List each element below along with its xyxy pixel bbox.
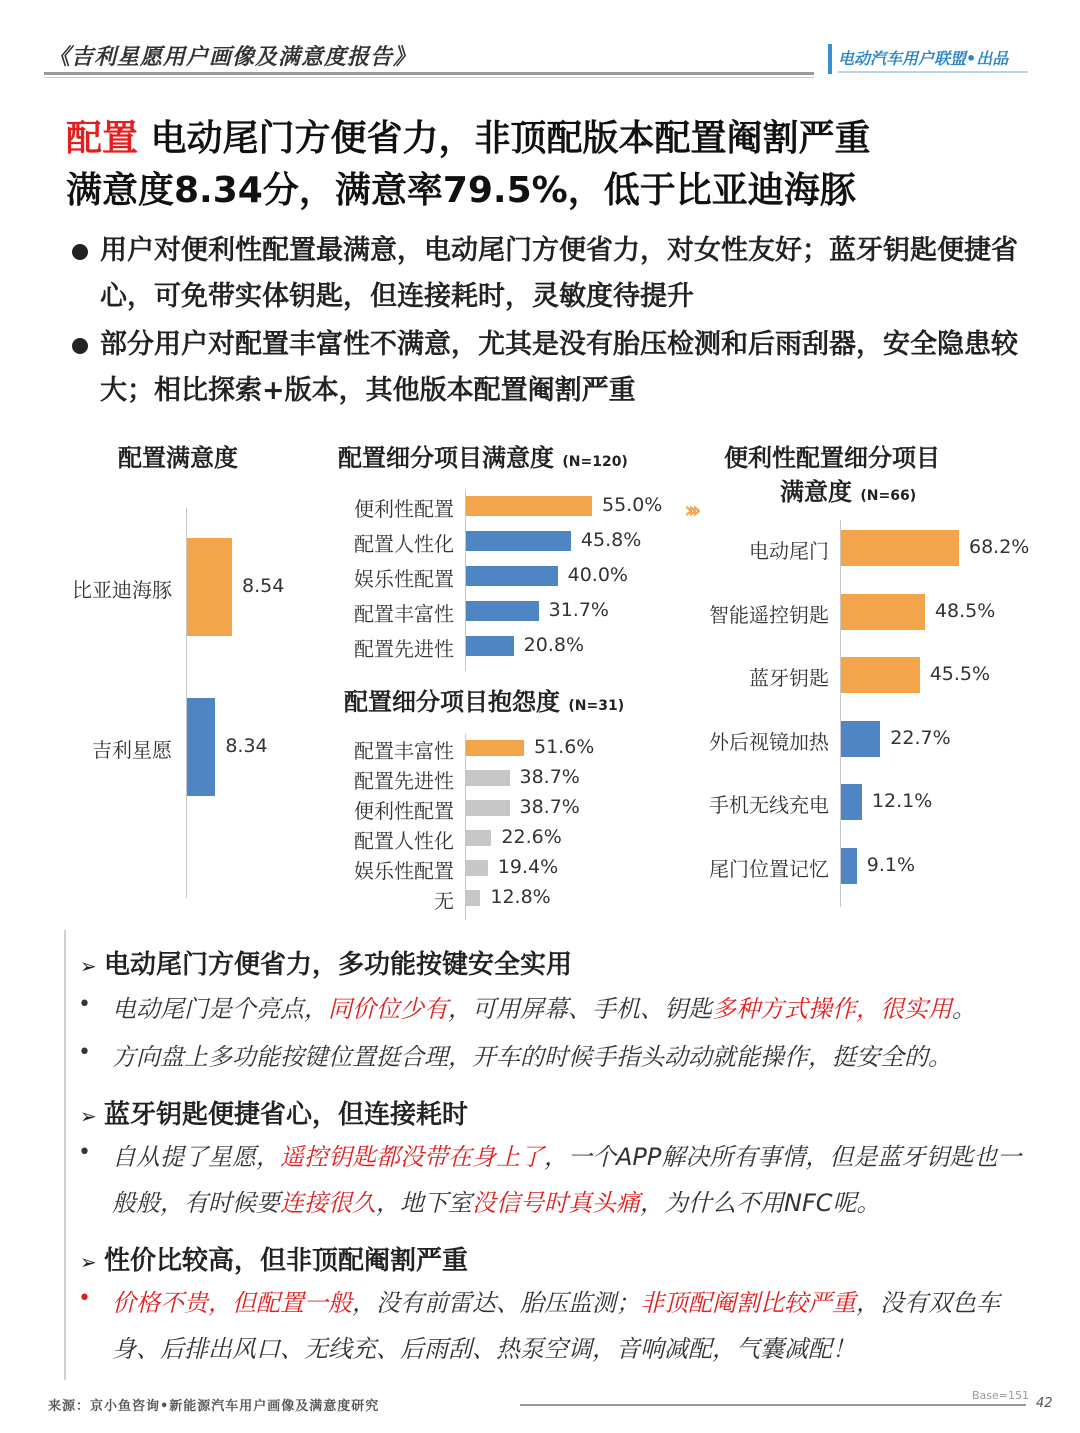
brand-accent-bar xyxy=(828,44,832,74)
chart1-category: 娱乐性配置 xyxy=(354,567,454,591)
quote-segment: ，地下室 xyxy=(376,1189,472,1217)
chart2-bar xyxy=(466,830,491,846)
footer-divider xyxy=(520,1404,1026,1406)
chart3-category: 手机无线充电 xyxy=(709,793,829,817)
chart2-bar xyxy=(466,740,524,756)
chevrons-right-icon: ››› xyxy=(684,496,696,524)
chart3-category: 智能遥控钥匙 xyxy=(709,602,829,627)
quote-highlight: 同价位少有 xyxy=(328,995,448,1023)
quote-segment: ，没有前雷达、胎压监测； xyxy=(352,1289,640,1317)
report-title: 《吉利星愿用户画像及满意度报告》 xyxy=(48,45,417,70)
summary-bullet-text: 用户对便利性配置最满意，电动尾门方便省力，对女性友好；蓝牙钥匙便捷省心，可免带实体钥匙，但连接耗时，灵敏度待提升 xyxy=(100,235,1018,312)
quote-text xyxy=(112,986,1032,1032)
chart3-bar xyxy=(841,848,857,884)
chart1-category: 配置人性化 xyxy=(354,532,454,556)
chart-satisfaction-value: 8.54 xyxy=(242,575,285,597)
summary-bullet-text: 部分用户对配置丰富性不满意，尤其是没有胎压检测和后雨刮器，安全隐患较大；相比探索+版本，其他版本配置阉割严重 xyxy=(100,329,1018,406)
chart2-value: 19.4% xyxy=(497,856,559,878)
chart-satisfaction-title: 配置满意度 xyxy=(118,444,238,472)
header-divider xyxy=(44,72,814,75)
quote-section-heading xyxy=(80,1240,468,1277)
page-number: 42 xyxy=(1036,1396,1053,1411)
quote-segment: ，为什么不用NFC呢。 xyxy=(640,1189,881,1217)
quote-segment: ，一个APP解决所有事情，但是蓝牙钥匙也一般般，有时候要 xyxy=(112,1143,1022,1217)
chart2-bar xyxy=(466,860,488,876)
chart2-bar xyxy=(466,890,480,906)
chart-item-satisfaction-title xyxy=(338,438,628,473)
chart3-bar xyxy=(841,784,862,820)
triangle-right-icon: ➢ xyxy=(80,1104,97,1128)
quote-section-heading xyxy=(80,944,572,981)
headline-line-1-text: 电动尾门方便省力，非顶配版本配置阉割严重 xyxy=(138,118,871,159)
chart2-category: 配置丰富性 xyxy=(354,739,454,763)
chart3-bar xyxy=(841,721,880,757)
quote-bullet-icon: • xyxy=(78,1286,91,1311)
chart-item-satisfaction-n: (N=120) xyxy=(562,454,628,470)
chart2-bar xyxy=(466,770,510,786)
chart-satisfaction-category: 吉利星愿 xyxy=(92,738,172,762)
quote-segment: 方向盘上多功能按键位置挺合理，开车的时候手指头动动就能操作，挺安全的。 xyxy=(112,1043,952,1071)
chart1-value: 40.0% xyxy=(567,564,628,586)
quote-highlight: 非顶配阉割比较严重 xyxy=(640,1289,856,1317)
brand-label: 电动汽车用户联盟•出品 xyxy=(838,49,1009,68)
chart2-value: 22.6% xyxy=(501,826,562,848)
chart1-category: 配置丰富性 xyxy=(354,602,454,626)
chart1-category: 便利性配置 xyxy=(354,497,454,521)
bullet-dot-icon xyxy=(72,338,88,354)
chart3-category: 电动尾门 xyxy=(749,539,829,563)
quote-bullet-icon: • xyxy=(78,992,91,1017)
chart-item-complaint-n: (N=31) xyxy=(568,698,625,714)
quote-bullet-icon: • xyxy=(78,1040,91,1065)
chart3-bar xyxy=(841,657,920,693)
base-note: Base=151 xyxy=(972,1389,1029,1402)
quote-section-heading-text: 电动尾门方便省力，多功能按键安全实用 xyxy=(104,950,573,980)
chart3-value: 48.5% xyxy=(934,599,996,622)
chart3-value: 12.1% xyxy=(871,790,933,812)
chart-satisfaction-bar xyxy=(187,538,232,636)
chart2-category: 便利性配置 xyxy=(354,799,454,823)
quotes-left-rule xyxy=(64,930,66,1380)
brand-underline xyxy=(838,71,1028,73)
quote-segment: ，没有双色车身、后排出风口、无线充、后雨刮、热泵空调，音响减配，气囊减配！ xyxy=(112,1289,1000,1363)
chart2-category: 配置先进性 xyxy=(354,769,454,793)
chart1-category: 配置先进性 xyxy=(354,637,454,661)
quote-highlight: 多种方式操作，很实用 xyxy=(712,995,952,1023)
chart3-value: 9.1% xyxy=(866,853,916,876)
chart2-category: 配置人性化 xyxy=(354,829,454,853)
summary-bullet xyxy=(72,322,1032,414)
chart-item-complaint-title-text: 配置细分项目抱怨度 xyxy=(344,688,560,716)
triangle-right-icon: ➢ xyxy=(80,1250,97,1274)
chart1-bar xyxy=(466,531,571,551)
chart2-value: 38.7% xyxy=(519,796,580,818)
quote-highlight: 连接很久 xyxy=(280,1189,376,1217)
chart2-bar xyxy=(466,800,510,816)
quote-segment: 电动尾门是个亮点， xyxy=(112,995,328,1023)
chart1-bar xyxy=(466,601,539,621)
quote-section-heading-text: 蓝牙钥匙便捷省心，但连接耗时 xyxy=(104,1100,469,1130)
chart3-value: 68.2% xyxy=(969,536,1030,558)
chart2-value: 51.6% xyxy=(534,736,595,758)
quote-section-heading xyxy=(80,1094,468,1131)
chart2-category: 无 xyxy=(434,889,454,913)
source-note: 来源：京小鱼咨询•新能源汽车用户画像及满意度研究 xyxy=(48,1399,380,1414)
chart-convenience-title-2-text: 满意度 xyxy=(780,478,852,506)
quote-segment: 。 xyxy=(952,995,976,1023)
chart-convenience-n: (N=66) xyxy=(860,488,917,504)
quote-section-heading-text: 性价比较高，但非顶配阉割严重 xyxy=(104,1246,469,1276)
quote-text xyxy=(112,1134,1032,1226)
chart-item-complaint-title xyxy=(344,682,624,717)
headline-tag: 配置 xyxy=(66,118,139,159)
bullet-dot-icon xyxy=(72,244,88,260)
chart1-value: 31.7% xyxy=(548,599,609,621)
triangle-right-icon: ➢ xyxy=(80,954,97,978)
chart2-value: 12.8% xyxy=(490,886,551,908)
headline-line-1 xyxy=(66,110,871,161)
chart1-value: 55.0% xyxy=(602,494,663,516)
chart3-category: 蓝牙钥匙 xyxy=(749,666,829,690)
chart3-category: 外后视镜加热 xyxy=(709,729,829,754)
chart-satisfaction-category: 比亚迪海豚 xyxy=(72,578,172,602)
chart3-value: 45.5% xyxy=(929,663,991,685)
quote-text xyxy=(112,1034,1032,1080)
chart3-bar xyxy=(841,530,959,566)
quote-segment: 自从提了星愿， xyxy=(112,1143,280,1171)
chart2-category: 娱乐性配置 xyxy=(354,859,454,883)
quote-text xyxy=(112,1280,1032,1372)
quote-highlight: 没信号时真头痛 xyxy=(472,1189,640,1217)
chart-item-satisfaction-title-text: 配置细分项目满意度 xyxy=(338,444,554,472)
chart3-bar xyxy=(841,594,925,630)
chart3-category: 尾门位置记忆 xyxy=(709,856,829,881)
chart1-value: 20.8% xyxy=(523,634,584,656)
headline-line-2: 满意度8.34分，满意率79.5%，低于比亚迪海豚 xyxy=(66,170,856,211)
quote-highlight: 遥控钥匙都没带在身上了 xyxy=(280,1143,544,1171)
quote-bullet-icon: • xyxy=(78,1140,91,1165)
chart1-bar xyxy=(466,636,514,656)
quote-segment: ，可用屏幕、手机、钥匙 xyxy=(448,995,712,1023)
chart-satisfaction-bar xyxy=(187,698,215,796)
summary-bullet xyxy=(72,228,1032,320)
quote-highlight: 价格不贵，但配置一般 xyxy=(112,1289,352,1317)
chart1-bar xyxy=(466,496,592,516)
summary-bullets xyxy=(72,228,1032,416)
chart-satisfaction-value: 8.34 xyxy=(225,735,268,757)
chart-convenience-title: 便利性配置细分项目 xyxy=(724,444,940,472)
chart-convenience-title-2 xyxy=(780,472,916,507)
chart2-value: 38.7% xyxy=(519,766,580,788)
header-divider-thin xyxy=(44,77,814,78)
chart3-value: 22.7% xyxy=(890,726,951,749)
chart1-bar xyxy=(466,566,558,586)
chart1-value: 45.8% xyxy=(580,529,642,551)
